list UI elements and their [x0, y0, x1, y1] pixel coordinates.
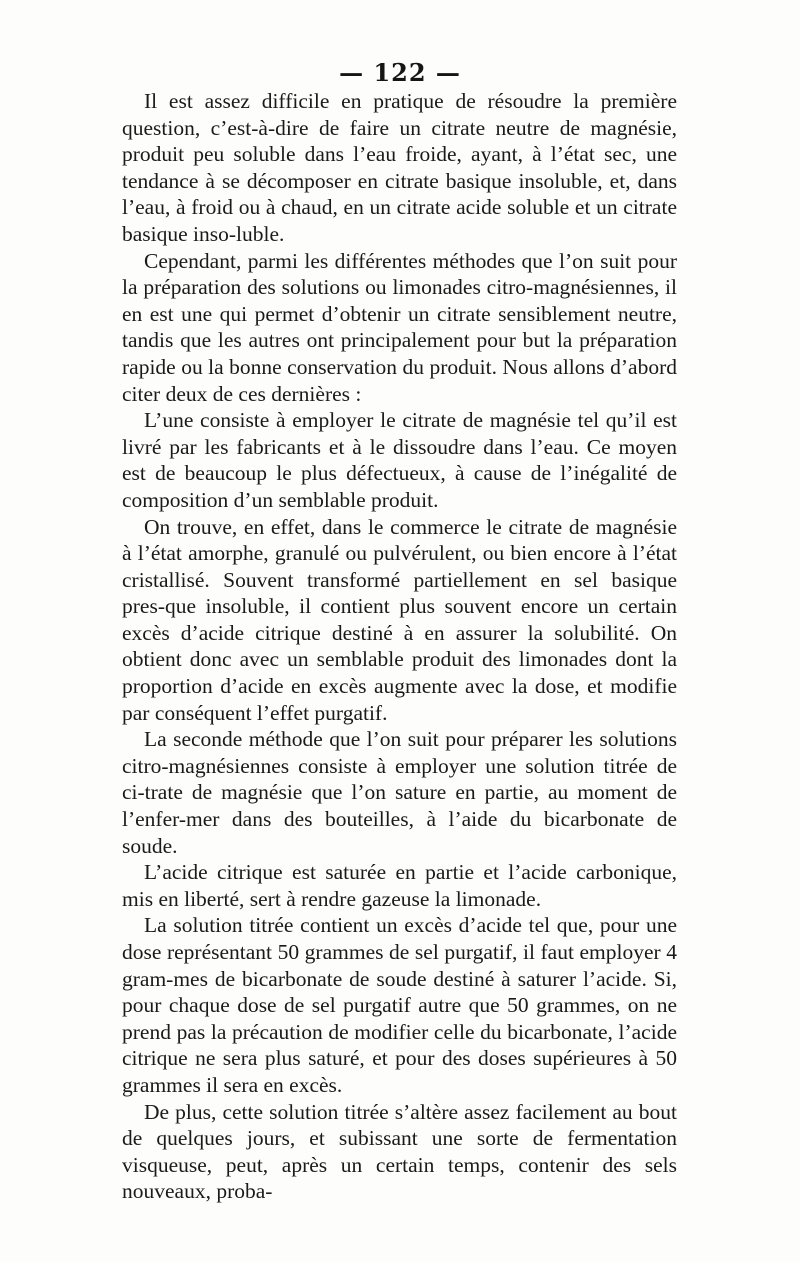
paragraph-7: La solution titrée contient un excès d’acide tel que, pour une dose représentant 50 grammes de sel purgatif, il faut employer 4 gram-mes de bicarbonate de soude destiné à saturer l’acide. Si, pour chaque dose de sel purgatif autre que 50 grammes, on ne prend pas la précaution de modifier celle du bicarbonate, l’acide citrique ne sera plus saturé, et pour des doses supérieures à 50 grammes il sera en excès.	[122, 913, 677, 1097]
paragraph-2: Cependant, parmi les différentes méthodes que l’on suit pour la préparation des solutions ou limonades citro-magnésiennes, il en est une qui permet d’obtenir un citrate sensiblement neutre, tandis que les autres ont principalement pour but la préparation rapide ou la bonne conservation du produit. Nous allons d’abord citer deux de ces dernières :	[122, 248, 677, 406]
paragraph-1: Il est assez difficile en pratique de résoudre la première question, c’est-à-dire de faire un citrate neutre de magnésie, produit peu soluble dans l’eau froide, ayant, à l’état sec, une tendance à se décomposer en citrate basique insoluble, et, dans l’eau, à froid ou à chaud, en un citrate acide soluble et un citrate basique inso-luble.	[122, 89, 677, 246]
page-number: — 122 —	[339, 58, 461, 87]
paragraph-3: L’une consiste à employer le citrate de magnésie tel qu’il est livré par les fabricants et à le dissoudre dans l’eau. Ce moyen est de beaucoup le plus défectueux, à cause de l’inégalité de composition d’un semblable produit.	[122, 408, 677, 512]
body-text	[122, 88, 677, 1205]
paragraph-6: L’acide citrique est saturée en partie et l’acide carbonique, mis en liberté, sert à rendre gazeuse la limonade.	[122, 860, 677, 911]
paragraph-8: De plus, cette solution titrée s’altère assez facilement au bout de quelques jours, et subissant une sorte de fermentation visqueuse, peut, après un certain temps, contenir des sels nouveaux, proba-	[122, 1099, 677, 1204]
paragraph-4: On trouve, en effet, dans le commerce le citrate de magnésie à l’état amorphe, granulé ou pulvérulent, ou bien encore à l’état cristallisé. Souvent transformé partiellement en sel basique pres-que insoluble, il contient plus souvent encore un certain excès d’acide citrique destiné à en assurer la solubilité. On obtient donc avec un semblable produit des limonades dont la proportion d’acide en excès augmente avec la dose, et modifie par conséquent l’effet purgatif.	[122, 514, 677, 725]
paragraph-5: La seconde méthode que l’on suit pour préparer les solutions citro-magnésiennes consiste à employer une solution titrée de ci-trate de magnésie que l’on sature en partie, au moment de l’enfer-mer dans des bouteilles, à l’aide du bicarbonate de soude.	[122, 727, 677, 858]
